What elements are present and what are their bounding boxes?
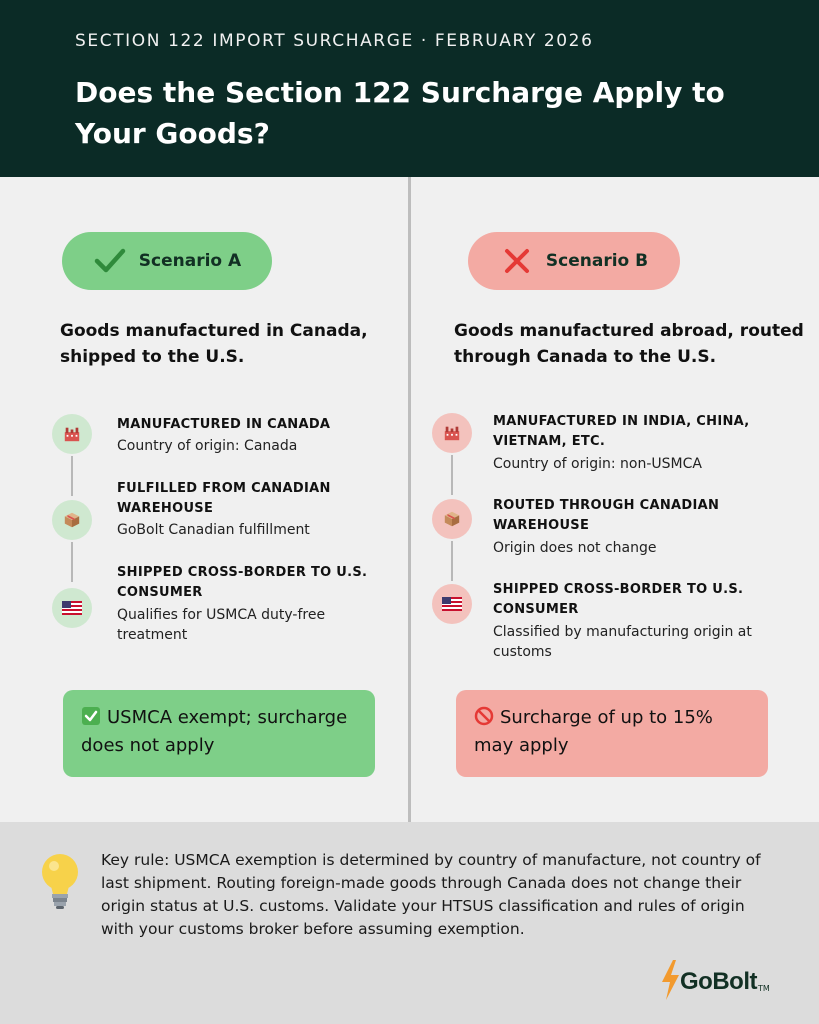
scenario-a-step-3-desc: Qualifies for USMCA duty-free treatment [117, 607, 326, 643]
scenario-b-step-1-desc: Country of origin: non-USMCA [493, 456, 702, 472]
checkbox-icon [81, 706, 101, 726]
package-icon [52, 500, 92, 540]
us-flag-icon [52, 588, 92, 628]
scenario-a-result [63, 690, 375, 777]
column-divider [408, 177, 411, 822]
key-rule-note: Key rule: USMCA exemption is determined by country of manufacture, not country of last shipment. Routing foreign-made goods through Canada does not change their origin status at U.S. customs. Validate your HTSUS classification and rules of origin with your customs broker before assuming exemption. [101, 851, 761, 938]
logo-tm: TM [757, 983, 770, 993]
factory-icon [52, 414, 92, 454]
factory-icon [432, 413, 472, 453]
lightbulb-icon [38, 850, 82, 912]
scenario-b-pill [468, 232, 680, 290]
scenario-a-step-2-title: FULFILLED FROM CANADIAN WAREHOUSE [117, 481, 331, 516]
logo-text: GoBolt [680, 968, 757, 995]
us-flag-icon [432, 584, 472, 624]
page-title: Does the Section 122 Surcharge Apply to Your Goods? [75, 76, 725, 150]
step-connector [71, 456, 73, 496]
scenario-b-step-3-title: SHIPPED CROSS-BORDER TO U.S. CONSUMER [493, 582, 744, 617]
scenario-a-subtitle: Goods manufactured in Canada, shipped to the U.S. [60, 321, 368, 367]
header-banner [0, 0, 819, 177]
scenario-b-step-3-desc: Classified by manufacturing origin at customs [493, 624, 752, 660]
scenario-a-step-2-desc: GoBolt Canadian fulfillment [117, 522, 310, 538]
scenario-b-step-2-title: ROUTED THROUGH CANADIAN WAREHOUSE [493, 498, 720, 533]
gobolt-logo [660, 960, 770, 1004]
step-connector [451, 455, 453, 495]
scenario-a-step-3-title: SHIPPED CROSS-BORDER TO U.S. CONSUMER [117, 565, 368, 600]
header-kicker: SECTION 122 IMPORT SURCHARGE · FEBRUARY 2026 [75, 31, 594, 51]
scenario-b-step-2-desc: Origin does not change [493, 540, 657, 556]
step-connector [451, 541, 453, 581]
check-icon [93, 244, 127, 278]
step-connector [71, 542, 73, 582]
scenario-b-subtitle: Goods manufactured abroad, routed through Canada to the U.S. [454, 321, 804, 367]
scenario-b-label: Scenario B [545, 251, 649, 271]
scenario-a-step-1-title: MANUFACTURED IN CANADA [117, 417, 331, 432]
cross-icon [500, 244, 534, 278]
no-entry-icon [474, 706, 494, 726]
scenario-b-result-text: Surcharge of up to 15% may apply [474, 707, 713, 756]
scenario-a-result-text: USMCA exempt; surcharge does not apply [81, 707, 348, 756]
bolt-icon [660, 960, 680, 1004]
scenario-b-step-1-title: MANUFACTURED IN INDIA, CHINA, VIETNAM, ETC. [493, 414, 750, 449]
scenario-a-label: Scenario A [138, 251, 242, 271]
scenario-b-result [456, 690, 768, 777]
scenario-a-step-1-desc: Country of origin: Canada [117, 438, 298, 454]
scenario-a-pill [62, 232, 272, 290]
package-icon [432, 499, 472, 539]
